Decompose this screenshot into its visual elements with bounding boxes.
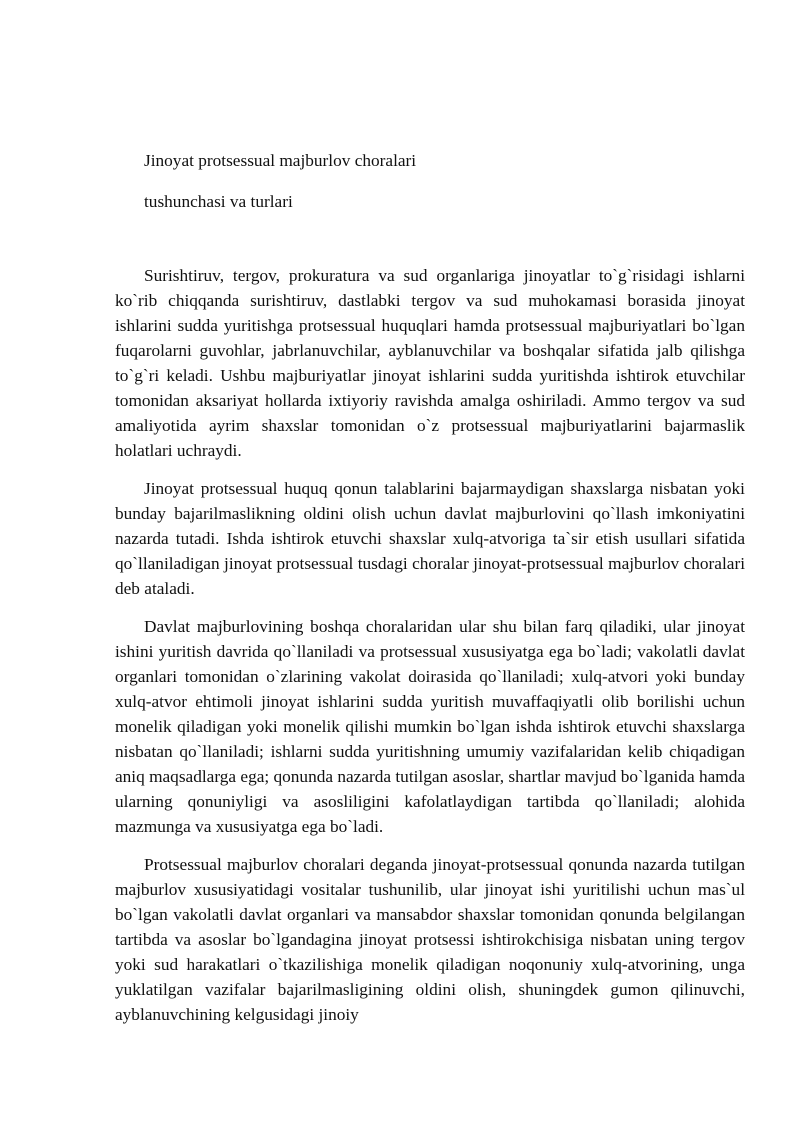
paragraph-1: Surishtiruv, tergov, prokuratura va sud organlariga jinoyatlar to`g`risidagi ishlarni ko`rib chiqqanda surishtiruv, dastlabki tergov va sud muhokamasi borasida jinoyat ishlarini sudda yuritishga protsessual huquqlari hamda protsessual majburiyatlari bo`lgan fuqarolarni guvohlar, jabrlanuvchilar, ayblanuvchilar va boshqalar sifatida jalb qilishga to`g`ri keladi. Ushbu majburiyatlar jinoyat ishlarini sudda yuritishda ishtirok etuvchilar tomonidan aksariyat hollarda ixtiyoriy ravishda amalga oshiriladi. Ammo tergov va sud amaliyotida ayrim shaxslar tomonidan o`z protsessual majburiyatlarini bajarmaslik holatlari uchraydi.	[115, 266, 745, 460]
paragraph-4: Protsessual majburlov choralari deganda jinoyat-protsessual qonunda nazarda tutilgan majburlov xususiyatidagi vositalar tushunilib, ular jinoyat ishi yuritilishi uchun mas`ul bo`lgan vakolatli davlat organlari va mansabdor shaxslar tomonidan qonunda belgilangan tartibda va asoslar bo`lgandagina jinoyat protsessi ishtirokchisiga nisbatan uning tergov yoki sud harakatlari o`tkazilishiga monelik qiladigan noqonuniy xulq-atvorining, unga yuklatilgan vazifalar bajarilmasligining oldini olish, shuningdek gumon qilinuvchi, ayblanuvchining kelgusidagi jinoiy	[115, 855, 745, 1024]
title-line-1: Jinoyat protsessual majburlov choralari	[144, 151, 417, 170]
document-title	[144, 148, 704, 214]
document-body	[115, 263, 745, 1040]
paragraph-3: Davlat majburlovining boshqa choralaridan ular shu bilan farq qiladiki, ular jinoyat ishini yuritish davrida qo`llaniladi va protsessual xususiyatga ega bo`ladi; vakolatli davlat organlari tomonidan o`zlarining vakolat doirasida qo`llaniladi; xulq-atvori yoki bunday xulq-atvor ehtimoli jinoyat ishlarini sudda yuritish muvaffaqiyatli olib borilishi uchun monelik qiladigan yoki monelik qilishi mumkin bo`lgan ishda ishtirok etuvchi shaxslarga nisbatan qo`llaniladi; ishlarni sudda yuritishning umumiy vazifalaridan kelib chiqadigan aniq maqsadlarga ega; qonunda nazarda tutilgan asoslar, shartlar mavjud bo`lganida hamda ularning qonuniyligi va asosliligini kafolatlaydigan tartibda qo`llaniladi; alohida mazmunga va xususiyatga ega bo`ladi.	[115, 617, 746, 836]
title-line-2: tushunchasi va turlari	[144, 192, 293, 211]
paragraph-2: Jinoyat protsessual huquq qonun talablarini bajarmaydigan shaxslarga nisbatan yoki bunday bajarilmaslikning oldini olish uchun davlat majburlovini qo`llash imkoniyatini nazarda tutadi. Ishda ishtirok etuvchi shaxslar xulq-atvoriga ta`sir etish usullari sifatida qo`llaniladigan jinoyat protsessual tusdagi choralar jinoyat-protsessual majburlov choralari deb ataladi.	[115, 479, 745, 598]
